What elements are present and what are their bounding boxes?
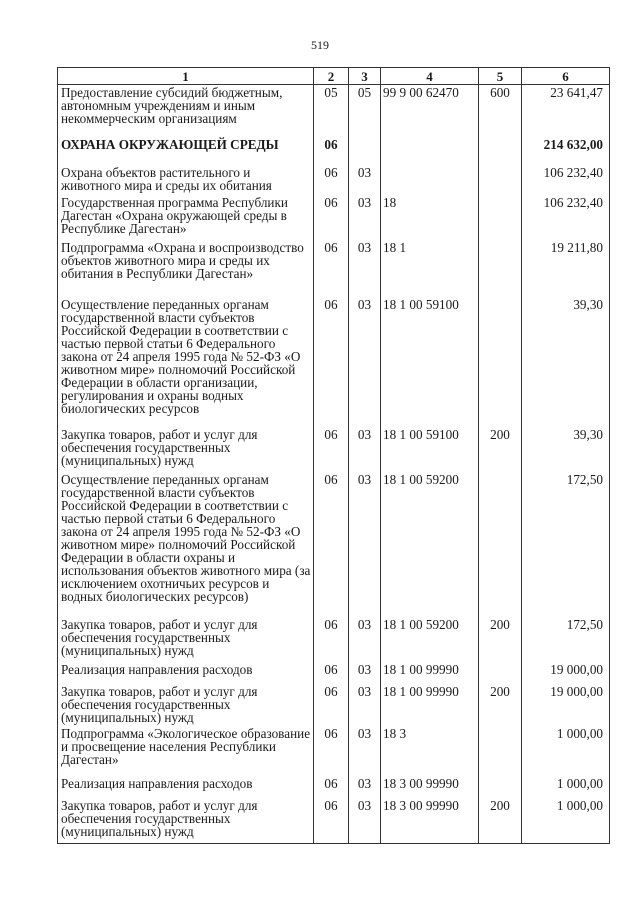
- cell-section: 06: [314, 165, 349, 195]
- cell-section: 06: [314, 684, 349, 726]
- cell-subsection: 03: [349, 684, 381, 726]
- header-col-6: 6: [522, 68, 610, 85]
- page-number: 519: [311, 38, 329, 52]
- cell-name: Закупка товаров, работ и услуг для обеспечения государственных (муниципальных) нужд: [58, 798, 314, 844]
- header-col-3: 3: [349, 68, 381, 85]
- cell-target-code: 18 3: [381, 726, 479, 776]
- table-row: [58, 617, 610, 662]
- cell-expense-type: 600: [479, 85, 522, 137]
- header-col-1: 1: [58, 68, 314, 85]
- cell-section: 06: [314, 662, 349, 684]
- cell-section: 06: [314, 195, 349, 240]
- cell-amount: 172,50: [522, 617, 610, 662]
- cell-expense-type: [479, 137, 522, 165]
- cell-amount: 23 641,47: [522, 85, 610, 137]
- cell-amount: 106 232,40: [522, 165, 610, 195]
- cell-section: 06: [314, 617, 349, 662]
- cell-name: Закупка товаров, работ и услуг для обеспечения государственных (муниципальных) нужд: [58, 427, 314, 472]
- cell-subsection: 03: [349, 427, 381, 472]
- cell-amount: 39,30: [522, 427, 610, 472]
- header-col-4: 4: [381, 68, 479, 85]
- cell-expense-type: [479, 662, 522, 684]
- cell-amount: 39,30: [522, 297, 610, 427]
- cell-target-code: 18 3 00 99990: [381, 798, 479, 844]
- header-col-2: 2: [314, 68, 349, 85]
- table-row: [58, 165, 610, 195]
- cell-subsection: 03: [349, 297, 381, 427]
- cell-subsection: 03: [349, 617, 381, 662]
- cell-name: Закупка товаров, работ и услуг для обеспечения государственных (муниципальных) нужд: [58, 684, 314, 726]
- cell-amount: 214 632,00: [522, 137, 610, 165]
- cell-section: 06: [314, 472, 349, 617]
- cell-amount: 1 000,00: [522, 726, 610, 776]
- cell-expense-type: 200: [479, 617, 522, 662]
- cell-subsection: 03: [349, 240, 381, 297]
- cell-target-code: 18: [381, 195, 479, 240]
- cell-target-code: 18 1: [381, 240, 479, 297]
- cell-subsection: 03: [349, 662, 381, 684]
- cell-subsection: 03: [349, 776, 381, 798]
- budget-table: [57, 67, 610, 844]
- cell-amount: 1 000,00: [522, 776, 610, 798]
- cell-expense-type: [479, 726, 522, 776]
- cell-name: ОХРАНА ОКРУЖАЮЩЕЙ СРЕДЫ: [58, 137, 314, 165]
- cell-name: Предоставление субсидий бюджетным, автономным учреждениям и иным некоммерческим организациям: [58, 85, 314, 137]
- cell-expense-type: [479, 472, 522, 617]
- cell-target-code: 18 1 00 59200: [381, 472, 479, 617]
- table-row: [58, 297, 610, 427]
- cell-amount: 1 000,00: [522, 798, 610, 844]
- cell-name: Осуществление переданных органам государственной власти субъектов Российской Федерации в соответствии с частью первой статьи 6 Федерального закона от 24 апреля 1995 года № 52-ФЗ «О животном мире» полномочий Российской Федерации в области охраны и использования объектов животного мира (за исключением охотничьих ресурсов и водных биологических ресурсов): [58, 472, 314, 617]
- cell-name: Подпрограмма «Охрана и воспроизводство объектов животного мира и среды их обитания в Республики Дагестан»: [58, 240, 314, 297]
- cell-expense-type: [479, 165, 522, 195]
- cell-subsection: 05: [349, 85, 381, 137]
- cell-name: Охрана объектов растительного и животного мира и среды их обитания: [58, 165, 314, 195]
- table-row: [58, 85, 610, 137]
- cell-target-code: 18 1 00 99990: [381, 662, 479, 684]
- table-row: [58, 240, 610, 297]
- cell-name: Реализация направления расходов: [58, 662, 314, 684]
- cell-subsection: 03: [349, 195, 381, 240]
- cell-section: 06: [314, 726, 349, 776]
- cell-expense-type: [479, 297, 522, 427]
- header-col-5: 5: [479, 68, 522, 85]
- cell-target-code: 18 3 00 99990: [381, 776, 479, 798]
- cell-target-code: 18 1 00 59200: [381, 617, 479, 662]
- cell-section: 06: [314, 776, 349, 798]
- table-row: [58, 662, 610, 684]
- cell-subsection: 03: [349, 726, 381, 776]
- cell-amount: 19 000,00: [522, 662, 610, 684]
- cell-section: 06: [314, 137, 349, 165]
- cell-target-code: [381, 137, 479, 165]
- cell-expense-type: [479, 195, 522, 240]
- cell-target-code: 99 9 00 62470: [381, 85, 479, 137]
- cell-name: Закупка товаров, работ и услуг для обеспечения государственных (муниципальных) нужд: [58, 617, 314, 662]
- cell-name: Осуществление переданных органам государственной власти субъектов Российской Федерации в соответствии с частью первой статьи 6 Федерального закона от 24 апреля 1995 года № 52-ФЗ «О животном мире» полномочий Российской Федерации в области организации, регулирования и охраны водных биологических ресурсов: [58, 297, 314, 427]
- cell-section: 06: [314, 240, 349, 297]
- cell-target-code: 18 1 00 59100: [381, 297, 479, 427]
- table-row: [58, 472, 610, 617]
- cell-section: 06: [314, 297, 349, 427]
- cell-amount: 19 000,00: [522, 684, 610, 726]
- table-row: [58, 726, 610, 776]
- cell-subsection: [349, 137, 381, 165]
- cell-subsection: 03: [349, 798, 381, 844]
- cell-name: Государственная программа Республики Дагестан «Охрана окружающей среды в Республике Дагестан»: [58, 195, 314, 240]
- cell-name: Подпрограмма «Экологическое образование и просвещение населения Республики Дагестан»: [58, 726, 314, 776]
- cell-target-code: [381, 165, 479, 195]
- table-row: [58, 798, 610, 844]
- cell-expense-type: 200: [479, 427, 522, 472]
- table-row: [58, 427, 610, 472]
- table-row: [58, 776, 610, 798]
- cell-amount: 19 211,80: [522, 240, 610, 297]
- cell-amount: 106 232,40: [522, 195, 610, 240]
- cell-amount: 172,50: [522, 472, 610, 617]
- cell-expense-type: [479, 240, 522, 297]
- cell-expense-type: [479, 776, 522, 798]
- cell-subsection: 03: [349, 472, 381, 617]
- table-row: [58, 195, 610, 240]
- cell-section: 06: [314, 798, 349, 844]
- cell-name: Реализация направления расходов: [58, 776, 314, 798]
- cell-subsection: 03: [349, 165, 381, 195]
- cell-target-code: 18 1 00 99990: [381, 684, 479, 726]
- table-row: [58, 684, 610, 726]
- cell-expense-type: 200: [479, 684, 522, 726]
- cell-expense-type: 200: [479, 798, 522, 844]
- cell-section: 05: [314, 85, 349, 137]
- cell-target-code: 18 1 00 59100: [381, 427, 479, 472]
- cell-section: 06: [314, 427, 349, 472]
- table-header-row: [58, 68, 610, 85]
- table-row: [58, 137, 610, 165]
